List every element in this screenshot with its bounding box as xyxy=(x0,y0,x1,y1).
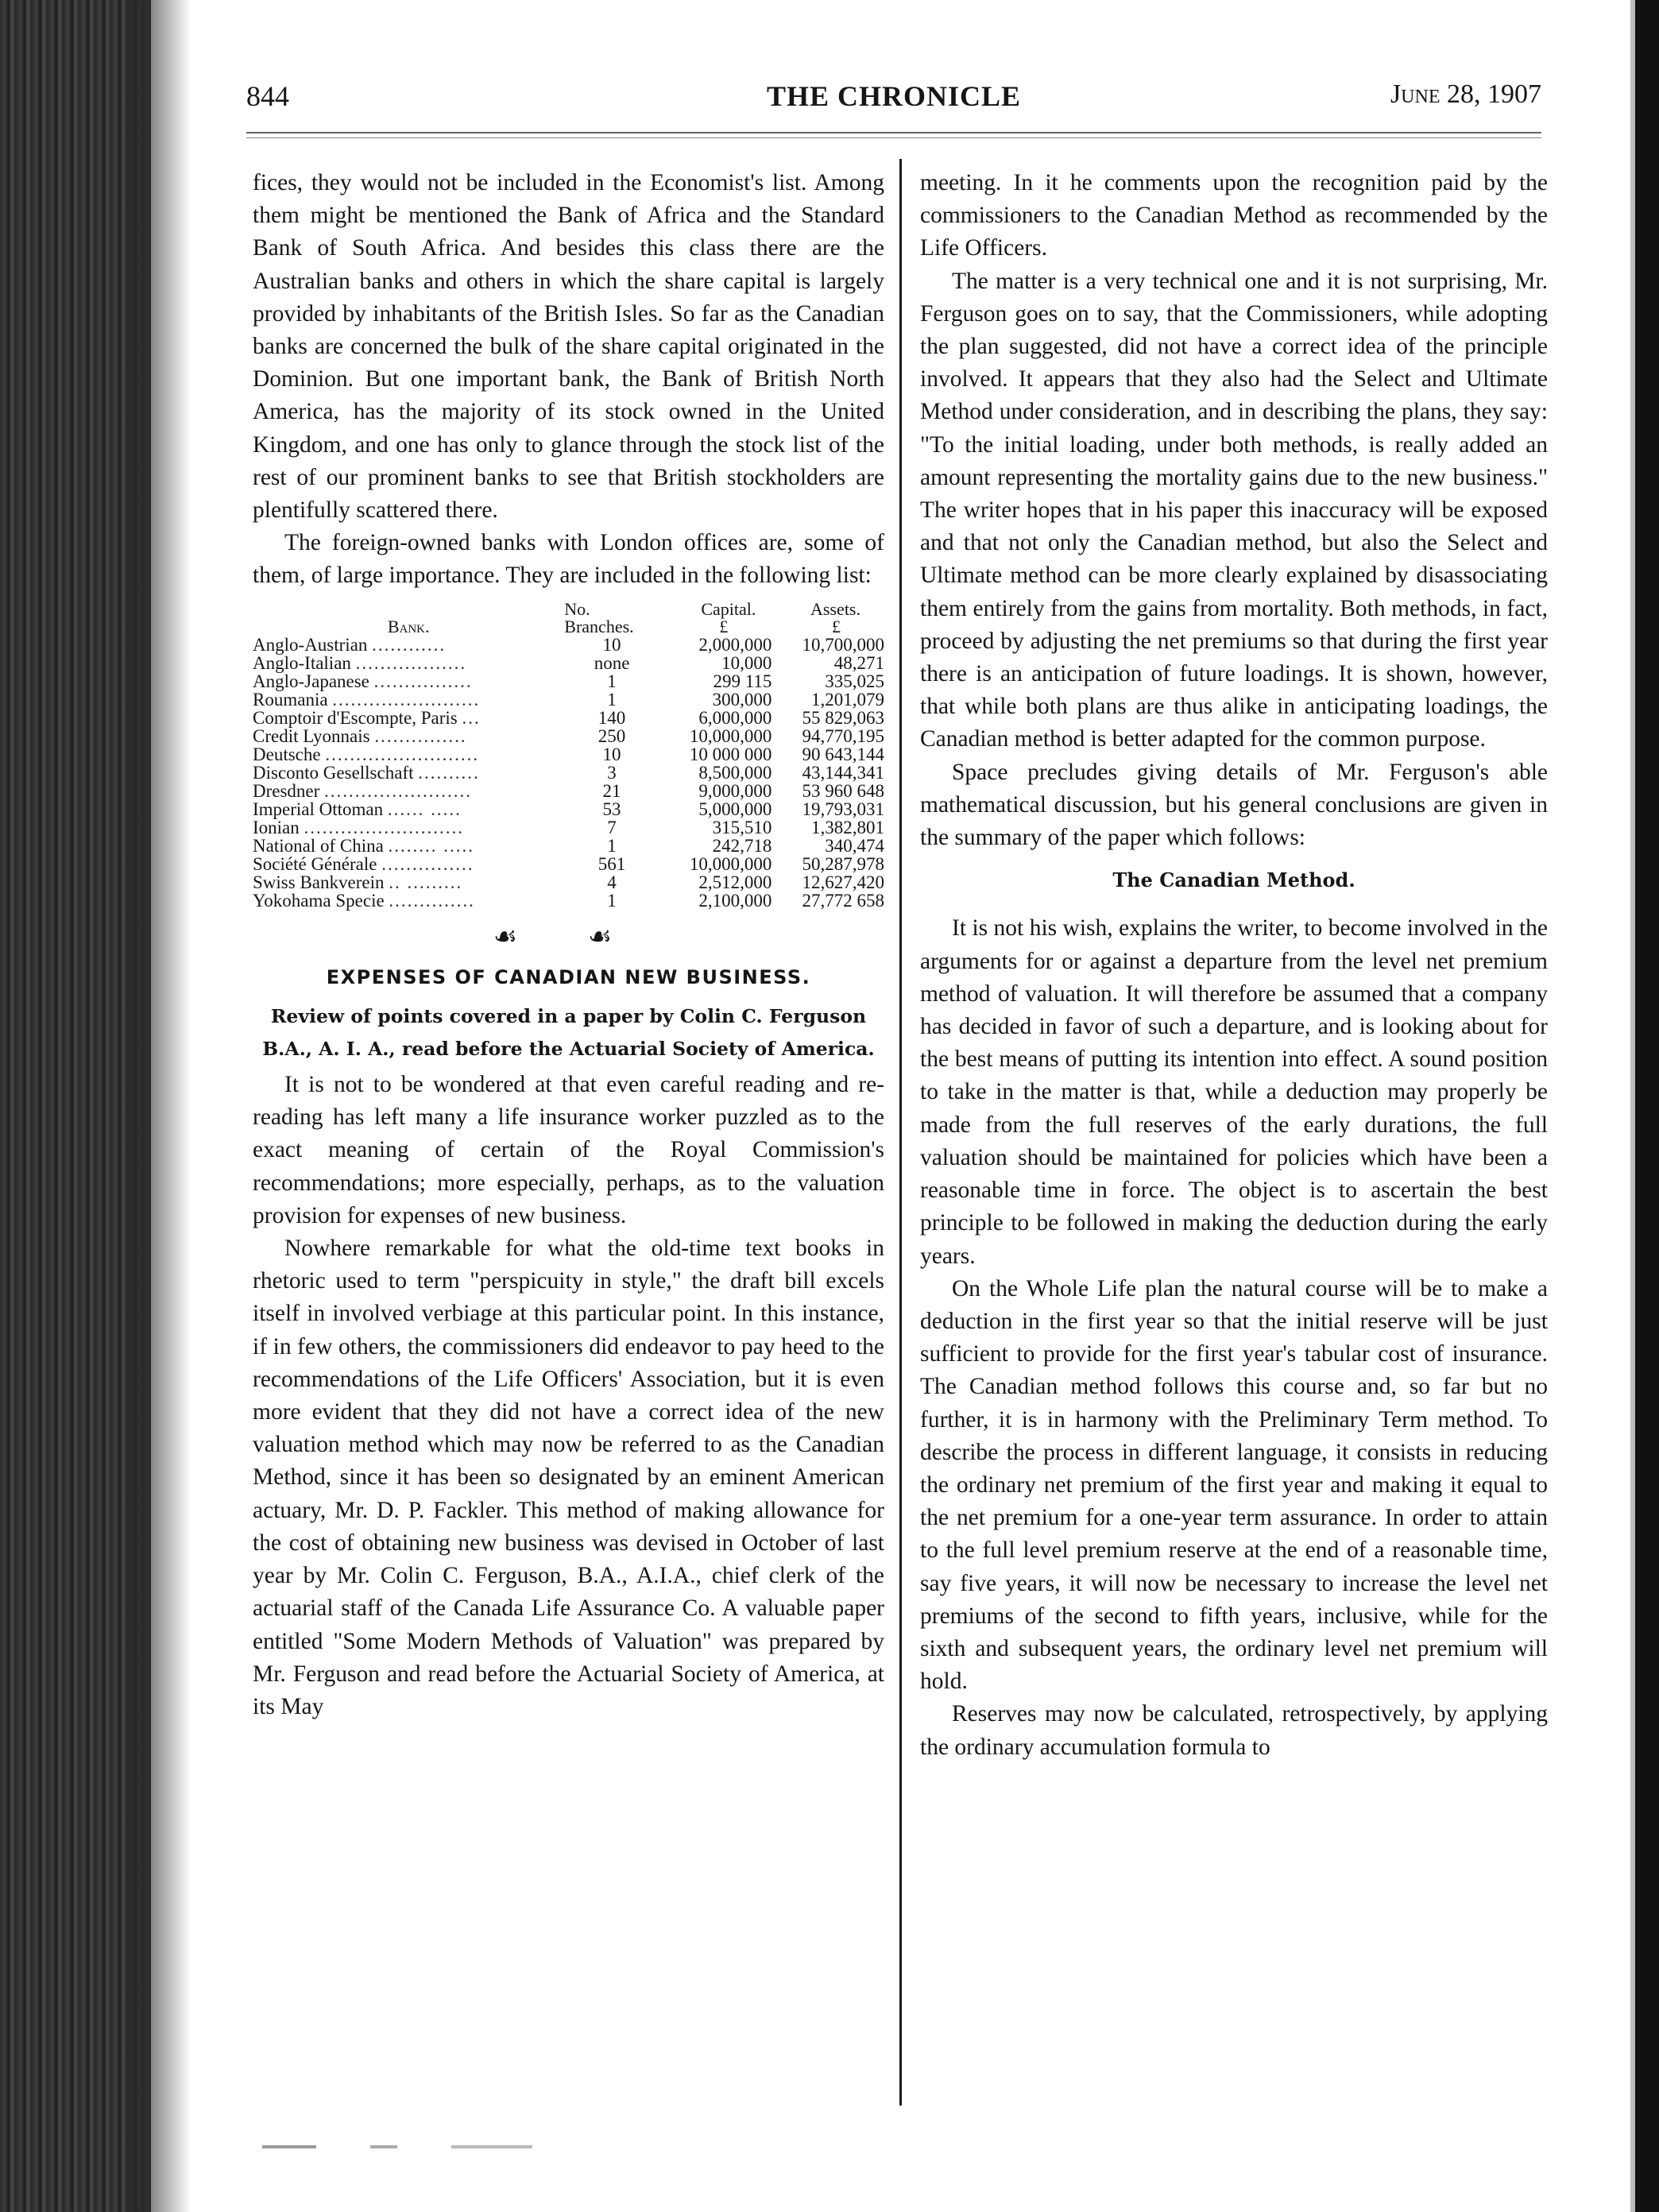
article-paragraph-1: It is not to be wondered at that even careful reading and re-reading has left many a life insurance worker puzzled as to the exact meaning of certain of the Royal Commission's recommendations; more especially, perhaps, as to the valuation provision for expenses of new business. xyxy=(253,1072,884,1228)
leader-dots: ........ ..... xyxy=(388,835,475,856)
page-number: 844 xyxy=(246,80,289,112)
leader-dots: ... xyxy=(462,707,481,728)
capital-value: 10 000 000 xyxy=(689,744,772,764)
table-header-row-1 xyxy=(253,601,884,618)
assets-value: 53 960 648 xyxy=(802,780,884,801)
capital-value: 9,000,000 xyxy=(698,780,772,801)
article-paragraph-2: Nowhere remarkable for what the old-time text books in rhetoric used to term "perspicuity in style," the draft bill excels itself in involved verbiage at this particular point. In this instance, if in few others, the commissioners did endeavor to pay heed to the recommendations of the Life Officers' Association, but it is even more evident that they did not have a correct idea of the new valuation method which may now be referred to as the Canadian Method, since it has been so designated by an eminent American actuary, Mr. D. P. Fackler. This method of making allowance for the cost of obtaining new business was devised in October of last year by Mr. Colin C. Ferguson, B.A., A.I.A., chief clerk of the actuarial staff of the Canada Life Assurance Co. A valuable paper entitled "Some Modern Methods of Valuation" was prepared by Mr. Ferguson and read before the Actuarial Society of America, at its May xyxy=(253,1236,884,1719)
right-paragraph-4: It is not his wish, explains the writer, to become involved in the arguments for or against a departure from the level net premium method of valuation. It will therefore be assumed that a company has decided in favor of such a departure, and is looking about for the best means of putting its intention into effect. A sound position to take in the matter is that, while a deduction may properly be made from the full reserves of the early durations, the full valuation should be maintained for policies which have been a reasonable time in force. The object is to ascertain the best principle to be followed in making the deduction during the early years. xyxy=(920,915,1548,1269)
bank-name-text: National of China xyxy=(253,835,384,856)
bank-name-text: Société Générale xyxy=(253,853,377,874)
bank-name xyxy=(253,636,564,654)
column-divider xyxy=(899,159,902,2106)
branches-count: 140 xyxy=(597,707,626,728)
capital-value: 2,100,000 xyxy=(698,890,772,911)
intro-paragraph-2: The foreign-owned banks with London offices are, some of them, of large importance. They are included in the following list: xyxy=(253,530,884,589)
assets-value: 94,770,195 xyxy=(802,725,884,746)
table-row xyxy=(253,855,884,873)
left-column xyxy=(253,167,884,1723)
bank-name xyxy=(253,818,564,837)
table-row xyxy=(253,891,884,910)
right-paragraph-2: The matter is a very technical one and it is not surprising, Mr. Ferguson goes on to say, that the Commissioners, while adopting the plan suggested, did not have a correct idea of the principle involved. It appears that they also had the Select and Ultimate Method under consideration, and in describing the plans, they say: "To the initial loading, under both methods, is really added an amount representing the mortality gains due to the new business." The writer hopes that in his paper this inaccuracy will be exposed and that not only the Canadian method, but also the Select and Ultimate method can be more clearly explained by disassociating them entirely from the gains from mortality. Both methods, in fact, proceed by adjusting the net premiums so that during the first year there is an anticipation of future loadings. It is shown, however, that while both plans are thus alike in anticipating loadings, the Canadian method is better adapted for the common purpose. xyxy=(920,268,1548,752)
bank-name xyxy=(253,654,564,672)
header-capital: Capital. xyxy=(701,598,756,619)
branches-count: 561 xyxy=(597,853,626,874)
assets-value: 27,772 658 xyxy=(802,890,884,911)
leader-dots: .............. xyxy=(389,890,475,911)
capital-value: 299 115 xyxy=(713,671,772,691)
assets-value: 48,271 xyxy=(833,652,884,673)
foreign-banks-table xyxy=(253,598,884,911)
right-paragraph-5: On the Whole Life plan the natural course will be to make a deduction in the first year so that the initial reserve will be just sufficient to provide for the first year's tabular cost of insurance. The Canadian method follows this course and, so far but no further, it is in harmony with the Preliminary Term method. To describe the process in different language, it consists in reducing the ordinary net premium of the first year and making it equal to the net premium for a one-year term assurance. In order to attain to the full level premium reserve at the end of a reasonable time, say five years, it will now be necessary to increase the level net premiums of the second to fifth years, inclusive, while for the sixth and subsequent years, the ordinary level net premium will hold. xyxy=(920,1275,1548,1695)
header-assets: Assets. xyxy=(810,598,860,619)
table-row xyxy=(253,873,884,891)
assets-value: 10,700,000 xyxy=(802,634,884,655)
bank-name-text: Roumania xyxy=(253,689,328,710)
gutter-shadow xyxy=(127,0,191,2212)
table-row xyxy=(253,800,884,818)
capital-value: 10,000 xyxy=(721,652,772,673)
header-assets-unit: £ xyxy=(832,616,841,636)
table-row xyxy=(253,636,884,654)
bank-name-text: Yokohama Specie xyxy=(253,890,385,911)
branches-count: 10 xyxy=(602,634,621,655)
table-row xyxy=(253,782,884,800)
table-row xyxy=(253,672,884,690)
branches-count: 21 xyxy=(602,780,621,801)
bank-name xyxy=(253,672,564,690)
bank-name xyxy=(253,800,564,818)
branches-count: 53 xyxy=(602,799,621,819)
table-row xyxy=(253,745,884,764)
bank-name xyxy=(253,891,564,910)
capital-value: 315,510 xyxy=(712,817,772,837)
bank-name-text: Swiss Bankverein xyxy=(253,872,385,892)
intro-paragraph-1: fices, they would not be included in the Economist's list. Among them might be mentioned the Bank of Africa and the Standard Bank of South Africa. And besides this class there are the Australian banks and others in which the share capital is largely provided by inhabitants of the British Isles. So far as the Canadian banks are concerned the bulk of the share capital originated in the Dominion. But one important bank, the Bank of British North America, has the majority of its stock owned in the United Kingdom, and one has only to glance through the stock list of the rest of our prominent banks to see that British stockholders are plentifully scattered there. xyxy=(253,170,884,524)
section-ornament: ☙ ☙ xyxy=(493,922,644,952)
leader-dots: ............... xyxy=(374,725,467,746)
assets-value: 12,627,420 xyxy=(802,872,884,892)
header-no: No. xyxy=(564,598,590,619)
scan-right-edge xyxy=(1635,0,1659,2212)
leader-dots: ............ xyxy=(372,634,447,655)
bank-name xyxy=(253,782,564,800)
bank-name xyxy=(253,745,564,764)
leader-dots: ......................... xyxy=(325,744,480,764)
bank-name-text: Credit Lyonnais xyxy=(253,725,370,746)
publication-title: THE CHRONICLE xyxy=(766,80,1022,112)
assets-value: 50,287,978 xyxy=(802,853,884,874)
leader-dots: .................. xyxy=(355,652,467,673)
footer-smudge xyxy=(262,2145,532,2148)
assets-value: 1,201,079 xyxy=(811,689,884,710)
table-row xyxy=(253,764,884,782)
leader-dots: ........................ xyxy=(332,689,481,710)
branches-count: none xyxy=(594,652,630,673)
bank-name-text: Anglo-Italian xyxy=(253,652,351,673)
bank-name xyxy=(253,690,564,709)
right-paragraph-6: Reserves may now be calculated, retrospectively, by applying the ordinary accumulation formula to xyxy=(920,1701,1548,1760)
bank-name-text: Dresdner xyxy=(253,780,320,801)
leader-dots: ................ xyxy=(373,671,473,691)
bank-name-text: Comptoir d'Escompte, Paris xyxy=(253,707,458,728)
assets-value: 55 829,063 xyxy=(802,707,884,728)
capital-value: 2,000,000 xyxy=(698,634,772,655)
capital-value: 10,000,000 xyxy=(689,725,772,746)
table-row xyxy=(253,818,884,837)
assets-value: 335,025 xyxy=(825,671,884,691)
leader-dots: .......................... xyxy=(304,817,465,837)
leader-dots: .......... xyxy=(418,762,480,783)
bank-name-text: Deutsche xyxy=(253,744,321,764)
bank-name xyxy=(253,837,564,855)
branches-count: 250 xyxy=(597,725,626,746)
capital-value: 10,000,000 xyxy=(689,853,772,874)
article-title: EXPENSES OF CANADIAN NEW BUSINESS. xyxy=(326,965,811,988)
assets-value: 19,793,031 xyxy=(802,799,884,819)
capital-value: 300,000 xyxy=(712,689,772,710)
branches-count: 4 xyxy=(607,872,617,892)
bank-name xyxy=(253,855,564,873)
leader-dots: .. ......... xyxy=(389,872,463,892)
branches-count: 7 xyxy=(607,817,617,837)
capital-value: 6,000,000 xyxy=(698,707,772,728)
capital-value: 8,500,000 xyxy=(698,762,772,783)
table-row xyxy=(253,709,884,727)
branches-count: 1 xyxy=(607,671,617,691)
capital-value: 2,512,000 xyxy=(698,872,772,892)
assets-value: 90 643,144 xyxy=(802,744,884,764)
leader-dots: ............... xyxy=(381,853,474,874)
branches-count: 10 xyxy=(602,744,621,764)
capital-value: 5,000,000 xyxy=(698,799,772,819)
issue-date: June 28, 1907 xyxy=(1390,79,1541,109)
bank-name-text: Anglo-Japanese xyxy=(253,671,369,691)
branches-count: 1 xyxy=(607,835,617,856)
bank-name xyxy=(253,873,564,891)
bank-name-text: Imperial Ottoman xyxy=(253,799,384,819)
header-rule xyxy=(246,132,1541,138)
bank-name xyxy=(253,727,564,745)
table-row xyxy=(253,837,884,855)
bank-name xyxy=(253,709,564,727)
branches-count: 1 xyxy=(607,689,617,710)
article-subtitle: Review of points covered in a paper by Colin C. Ferguson B.A., A. I. A., read before the Actuarial Society of America. xyxy=(262,1005,875,1061)
leader-dots: ........................ xyxy=(324,780,473,801)
header-bank: Bank. xyxy=(387,616,430,636)
table-row xyxy=(253,727,884,745)
leader-dots: ...... ..... xyxy=(387,799,462,819)
capital-value: 242,718 xyxy=(712,835,772,856)
bank-name-text: Ionian xyxy=(253,817,300,837)
section-heading-canadian-method: The Canadian Method. xyxy=(1112,868,1355,892)
header-capital-unit: £ xyxy=(719,616,729,636)
branches-count: 1 xyxy=(607,890,617,911)
bank-name-text: Disconto Gesellschaft xyxy=(253,762,414,783)
assets-value: 1,382,801 xyxy=(811,817,884,837)
bank-name-text: Anglo-Austrian xyxy=(253,634,368,655)
assets-value: 340,474 xyxy=(825,835,884,856)
assets-value: 43,144,341 xyxy=(802,762,884,783)
table-row xyxy=(253,654,884,672)
header-branches: Branches. xyxy=(564,616,634,636)
table-row xyxy=(253,690,884,709)
bank-name xyxy=(253,764,564,782)
right-paragraph-1: meeting. In it he comments upon the recognition paid by the commissioners to the Canadian Method as recommended by the Life Officers. xyxy=(920,170,1548,261)
right-column xyxy=(920,167,1548,1764)
page-header xyxy=(246,79,1541,119)
right-paragraph-3: Space precludes giving details of Mr. Ferguson's able mathematical discussion, but his general conclusions are given in the summary of the paper which follows: xyxy=(920,759,1548,851)
branches-count: 3 xyxy=(607,762,617,783)
